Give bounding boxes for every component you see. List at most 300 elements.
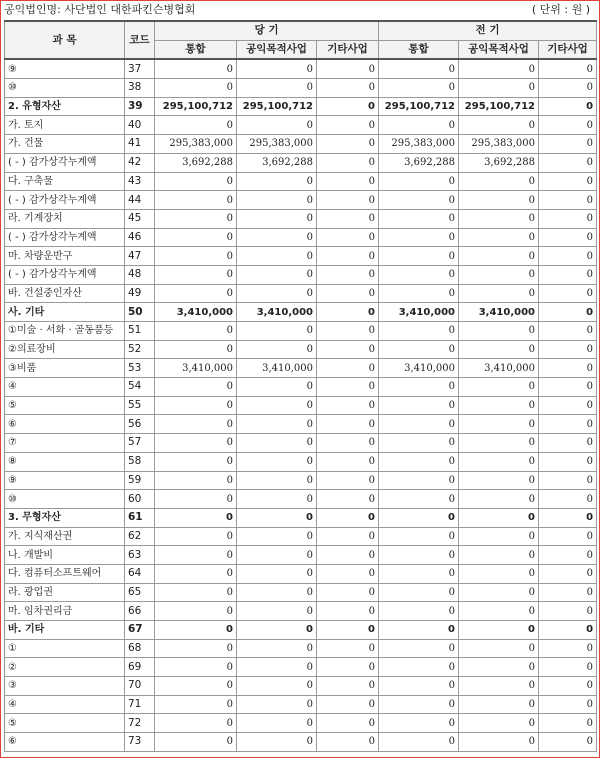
prior-total-value: 0 <box>379 284 459 303</box>
current-public-value: 295,383,000 <box>237 135 317 154</box>
prior-public-value: 0 <box>459 415 539 434</box>
row-subject: ②의료장비 <box>5 340 125 359</box>
current-total-value: 0 <box>155 209 237 228</box>
current-total-value: 0 <box>155 564 237 583</box>
row-code: 71 <box>125 695 155 714</box>
prior-other-value: 0 <box>539 135 597 154</box>
current-total-value: 3,410,000 <box>155 303 237 322</box>
table-row <box>5 677 597 696</box>
row-subject: ① <box>5 639 125 658</box>
current-total-value: 0 <box>155 714 237 733</box>
prior-public-value: 0 <box>459 396 539 415</box>
current-other-value: 0 <box>317 471 379 490</box>
prior-public-value: 0 <box>459 733 539 752</box>
row-subject: 마. 차량운반구 <box>5 247 125 266</box>
table-row <box>5 303 597 322</box>
current-total-value: 3,410,000 <box>155 359 237 378</box>
table-row <box>5 79 597 98</box>
row-subject: ② <box>5 658 125 677</box>
current-public-value: 0 <box>237 378 317 397</box>
prior-public-value: 0 <box>459 434 539 453</box>
row-code: 65 <box>125 583 155 602</box>
prior-total-value: 0 <box>379 508 459 527</box>
prior-public-value: 0 <box>459 191 539 210</box>
current-public-value: 0 <box>237 695 317 714</box>
prior-public-value: 0 <box>459 583 539 602</box>
current-other-value: 0 <box>317 396 379 415</box>
table-row <box>5 546 597 565</box>
prior-public-value: 295,100,712 <box>459 97 539 116</box>
current-public-value: 0 <box>237 191 317 210</box>
table-row <box>5 135 597 154</box>
current-public-value: 0 <box>237 639 317 658</box>
prior-other-value: 0 <box>539 265 597 284</box>
row-code: 58 <box>125 452 155 471</box>
current-other-value: 0 <box>317 602 379 621</box>
prior-public-value: 295,383,000 <box>459 135 539 154</box>
current-other-header: 기타사업 <box>317 40 379 59</box>
prior-public-value: 3,410,000 <box>459 359 539 378</box>
current-public-value: 0 <box>237 621 317 640</box>
row-code: 43 <box>125 172 155 191</box>
current-other-value: 0 <box>317 135 379 154</box>
current-other-value: 0 <box>317 191 379 210</box>
current-public-value: 0 <box>237 733 317 752</box>
current-other-value: 0 <box>317 564 379 583</box>
current-public-value: 0 <box>237 396 317 415</box>
prior-other-value: 0 <box>539 59 597 78</box>
table-row <box>5 191 597 210</box>
current-other-value: 0 <box>317 322 379 341</box>
row-subject: ⑨ <box>5 59 125 78</box>
row-code: 73 <box>125 733 155 752</box>
prior-total-value: 0 <box>379 639 459 658</box>
current-other-value: 0 <box>317 527 379 546</box>
current-total-value: 0 <box>155 639 237 658</box>
current-public-value: 0 <box>237 434 317 453</box>
row-subject: 라. 기계장치 <box>5 209 125 228</box>
current-total-value: 295,100,712 <box>155 97 237 116</box>
current-total-value: 0 <box>155 434 237 453</box>
prior-other-value: 0 <box>539 658 597 677</box>
row-code: 38 <box>125 79 155 98</box>
current-total-value: 0 <box>155 59 237 78</box>
current-other-value: 0 <box>317 79 379 98</box>
row-code: 54 <box>125 378 155 397</box>
row-subject: ③비품 <box>5 359 125 378</box>
current-public-value: 0 <box>237 59 317 78</box>
prior-public-value: 0 <box>459 452 539 471</box>
prior-other-value: 0 <box>539 546 597 565</box>
current-public-value: 0 <box>237 714 317 733</box>
prior-other-value: 0 <box>539 340 597 359</box>
row-code: 37 <box>125 59 155 78</box>
prior-total-value: 0 <box>379 434 459 453</box>
row-code: 72 <box>125 714 155 733</box>
prior-other-value: 0 <box>539 191 597 210</box>
prior-other-value: 0 <box>539 714 597 733</box>
prior-public-value: 0 <box>459 284 539 303</box>
prior-other-value: 0 <box>539 303 597 322</box>
current-total-value: 0 <box>155 79 237 98</box>
current-other-value: 0 <box>317 378 379 397</box>
prior-public-header: 공익목적사업 <box>459 40 539 59</box>
row-subject: 다. 구축물 <box>5 172 125 191</box>
row-subject: 사. 기타 <box>5 303 125 322</box>
prior-total-value: 0 <box>379 695 459 714</box>
prior-total-value: 0 <box>379 527 459 546</box>
current-public-value: 3,692,288 <box>237 153 317 172</box>
current-total-value: 0 <box>155 677 237 696</box>
current-other-value: 0 <box>317 546 379 565</box>
current-other-value: 0 <box>317 714 379 733</box>
current-public-value: 0 <box>237 322 317 341</box>
prior-total-value: 0 <box>379 228 459 247</box>
prior-other-value: 0 <box>539 677 597 696</box>
prior-period-header: 전 기 <box>379 21 597 40</box>
current-total-value: 0 <box>155 583 237 602</box>
prior-other-value: 0 <box>539 434 597 453</box>
current-public-value: 0 <box>237 564 317 583</box>
row-code: 44 <box>125 191 155 210</box>
current-other-value: 0 <box>317 658 379 677</box>
current-total-value: 0 <box>155 396 237 415</box>
prior-public-value: 0 <box>459 695 539 714</box>
current-other-value: 0 <box>317 153 379 172</box>
current-other-value: 0 <box>317 340 379 359</box>
current-public-value: 0 <box>237 265 317 284</box>
current-total-value: 0 <box>155 340 237 359</box>
row-subject: ①미술 · 서화 · 골동품등 <box>5 322 125 341</box>
row-subject: ( - ) 감가상각누계액 <box>5 228 125 247</box>
current-other-value: 0 <box>317 434 379 453</box>
row-code: 47 <box>125 247 155 266</box>
table-body <box>5 59 597 751</box>
prior-total-value: 0 <box>379 322 459 341</box>
row-subject: ⑩ <box>5 490 125 509</box>
current-total-value: 0 <box>155 247 237 266</box>
prior-public-value: 0 <box>459 247 539 266</box>
table-row <box>5 378 597 397</box>
prior-total-value: 0 <box>379 247 459 266</box>
current-public-value: 0 <box>237 247 317 266</box>
table-row <box>5 209 597 228</box>
row-subject: 2. 유형자산 <box>5 97 125 116</box>
current-public-value: 0 <box>237 228 317 247</box>
prior-total-value: 3,692,288 <box>379 153 459 172</box>
current-other-value: 0 <box>317 116 379 135</box>
current-public-value: 0 <box>237 583 317 602</box>
table-row <box>5 284 597 303</box>
current-public-value: 0 <box>237 490 317 509</box>
prior-other-value: 0 <box>539 284 597 303</box>
prior-total-value: 0 <box>379 340 459 359</box>
current-total-value: 0 <box>155 284 237 303</box>
current-total-header: 통합 <box>155 40 237 59</box>
current-other-value: 0 <box>317 621 379 640</box>
prior-total-value: 0 <box>379 378 459 397</box>
current-other-value: 0 <box>317 583 379 602</box>
prior-total-value: 295,100,712 <box>379 97 459 116</box>
row-subject: ⑥ <box>5 733 125 752</box>
prior-total-value: 0 <box>379 677 459 696</box>
row-code: 41 <box>125 135 155 154</box>
row-code: 68 <box>125 639 155 658</box>
row-code: 40 <box>125 116 155 135</box>
current-public-value: 0 <box>237 340 317 359</box>
prior-total-value: 0 <box>379 172 459 191</box>
table-row <box>5 340 597 359</box>
current-other-value: 0 <box>317 639 379 658</box>
row-subject: ⑦ <box>5 434 125 453</box>
row-subject: 마. 임차권리금 <box>5 602 125 621</box>
row-subject: ⑤ <box>5 714 125 733</box>
prior-public-value: 0 <box>459 172 539 191</box>
prior-other-value: 0 <box>539 583 597 602</box>
document-header <box>4 1 594 18</box>
current-public-value: 0 <box>237 546 317 565</box>
prior-other-value: 0 <box>539 452 597 471</box>
prior-total-value: 0 <box>379 452 459 471</box>
prior-other-value: 0 <box>539 602 597 621</box>
current-total-value: 0 <box>155 695 237 714</box>
prior-total-value: 0 <box>379 658 459 677</box>
prior-other-value: 0 <box>539 564 597 583</box>
current-other-value: 0 <box>317 677 379 696</box>
current-public-value: 0 <box>237 602 317 621</box>
row-code: 52 <box>125 340 155 359</box>
table-row <box>5 153 597 172</box>
current-other-value: 0 <box>317 228 379 247</box>
table-row <box>5 508 597 527</box>
row-code: 63 <box>125 546 155 565</box>
prior-public-value: 0 <box>459 340 539 359</box>
current-other-value: 0 <box>317 359 379 378</box>
prior-total-value: 0 <box>379 396 459 415</box>
prior-other-value: 0 <box>539 247 597 266</box>
row-code: 45 <box>125 209 155 228</box>
current-public-value: 3,410,000 <box>237 303 317 322</box>
current-total-value: 0 <box>155 191 237 210</box>
prior-other-value: 0 <box>539 116 597 135</box>
subject-header: 과 목 <box>5 21 125 59</box>
table-row <box>5 172 597 191</box>
prior-total-value: 3,410,000 <box>379 359 459 378</box>
current-total-value: 0 <box>155 546 237 565</box>
row-subject: ⑨ <box>5 471 125 490</box>
row-code: 42 <box>125 153 155 172</box>
prior-other-value: 0 <box>539 695 597 714</box>
prior-total-value: 0 <box>379 209 459 228</box>
row-subject: 바. 건설중인자산 <box>5 284 125 303</box>
row-subject: 가. 지식재산권 <box>5 527 125 546</box>
table-row <box>5 583 597 602</box>
current-public-value: 295,100,712 <box>237 97 317 116</box>
code-header: 코드 <box>125 21 155 59</box>
table-row <box>5 434 597 453</box>
prior-public-value: 0 <box>459 490 539 509</box>
prior-public-value: 0 <box>459 658 539 677</box>
current-public-value: 0 <box>237 284 317 303</box>
current-total-value: 0 <box>155 602 237 621</box>
table-row <box>5 396 597 415</box>
table-row <box>5 228 597 247</box>
table-row <box>5 658 597 677</box>
table-row <box>5 359 597 378</box>
current-total-value: 0 <box>155 733 237 752</box>
current-total-value: 0 <box>155 228 237 247</box>
row-code: 57 <box>125 434 155 453</box>
row-code: 55 <box>125 396 155 415</box>
table-row <box>5 490 597 509</box>
current-other-value: 0 <box>317 97 379 116</box>
table-row <box>5 59 597 78</box>
prior-total-value: 0 <box>379 59 459 78</box>
prior-public-value: 0 <box>459 265 539 284</box>
table-row <box>5 415 597 434</box>
table-row <box>5 116 597 135</box>
row-subject: ⑩ <box>5 79 125 98</box>
prior-other-value: 0 <box>539 527 597 546</box>
current-total-value: 0 <box>155 172 237 191</box>
prior-public-value: 0 <box>459 209 539 228</box>
prior-total-value: 0 <box>379 714 459 733</box>
row-code: 49 <box>125 284 155 303</box>
current-public-value: 0 <box>237 116 317 135</box>
row-code: 48 <box>125 265 155 284</box>
current-total-value: 0 <box>155 527 237 546</box>
table-row <box>5 265 597 284</box>
current-other-value: 0 <box>317 733 379 752</box>
row-subject: ③ <box>5 677 125 696</box>
balance-sheet-table <box>4 20 597 752</box>
current-public-value: 0 <box>237 471 317 490</box>
table-row <box>5 247 597 266</box>
table-row <box>5 97 597 116</box>
row-code: 62 <box>125 527 155 546</box>
prior-other-value: 0 <box>539 209 597 228</box>
current-public-value: 0 <box>237 452 317 471</box>
row-code: 53 <box>125 359 155 378</box>
current-period-header: 당 기 <box>155 21 379 40</box>
prior-other-value: 0 <box>539 359 597 378</box>
row-code: 56 <box>125 415 155 434</box>
current-total-value: 0 <box>155 322 237 341</box>
row-code: 67 <box>125 621 155 640</box>
prior-total-value: 0 <box>379 564 459 583</box>
table-row <box>5 621 597 640</box>
row-code: 61 <box>125 508 155 527</box>
current-public-value: 0 <box>237 658 317 677</box>
current-public-value: 0 <box>237 172 317 191</box>
row-code: 46 <box>125 228 155 247</box>
prior-public-value: 0 <box>459 59 539 78</box>
prior-public-value: 0 <box>459 471 539 490</box>
organization-name: 공익법인명: 사단법인 대한파킨슨병협회 <box>4 3 196 16</box>
current-total-value: 0 <box>155 116 237 135</box>
row-subject: 라. 광업권 <box>5 583 125 602</box>
row-subject: ( - ) 감가상각누계액 <box>5 153 125 172</box>
current-public-value: 0 <box>237 527 317 546</box>
table-row <box>5 527 597 546</box>
row-code: 60 <box>125 490 155 509</box>
prior-total-value: 0 <box>379 79 459 98</box>
prior-total-value: 0 <box>379 471 459 490</box>
prior-total-header: 통합 <box>379 40 459 59</box>
prior-public-value: 0 <box>459 639 539 658</box>
prior-other-value: 0 <box>539 79 597 98</box>
table-row <box>5 564 597 583</box>
row-subject: 나. 개발비 <box>5 546 125 565</box>
table-row <box>5 322 597 341</box>
current-public-value: 0 <box>237 209 317 228</box>
prior-public-value: 3,692,288 <box>459 153 539 172</box>
prior-public-value: 0 <box>459 378 539 397</box>
table-row <box>5 452 597 471</box>
current-public-value: 0 <box>237 415 317 434</box>
prior-other-value: 0 <box>539 415 597 434</box>
current-public-value: 0 <box>237 677 317 696</box>
current-total-value: 0 <box>155 490 237 509</box>
prior-public-value: 0 <box>459 677 539 696</box>
prior-public-value: 0 <box>459 602 539 621</box>
prior-other-value: 0 <box>539 490 597 509</box>
row-code: 70 <box>125 677 155 696</box>
current-other-value: 0 <box>317 490 379 509</box>
row-subject: ⑤ <box>5 396 125 415</box>
current-total-value: 0 <box>155 265 237 284</box>
row-subject: 가. 토지 <box>5 116 125 135</box>
table-row <box>5 639 597 658</box>
current-other-value: 0 <box>317 695 379 714</box>
prior-total-value: 0 <box>379 733 459 752</box>
current-other-value: 0 <box>317 415 379 434</box>
row-subject: ( - ) 감가상각누계액 <box>5 191 125 210</box>
current-total-value: 295,383,000 <box>155 135 237 154</box>
current-other-value: 0 <box>317 172 379 191</box>
prior-total-value: 0 <box>379 490 459 509</box>
current-other-value: 0 <box>317 508 379 527</box>
unit-label: ( 단위 : 원 ) <box>531 3 590 16</box>
current-other-value: 0 <box>317 209 379 228</box>
current-total-value: 0 <box>155 452 237 471</box>
current-total-value: 0 <box>155 621 237 640</box>
current-total-value: 3,692,288 <box>155 153 237 172</box>
row-code: 59 <box>125 471 155 490</box>
row-code: 50 <box>125 303 155 322</box>
prior-total-value: 0 <box>379 621 459 640</box>
current-total-value: 0 <box>155 378 237 397</box>
row-subject: 3. 무형자산 <box>5 508 125 527</box>
table-row <box>5 733 597 752</box>
row-code: 39 <box>125 97 155 116</box>
prior-other-value: 0 <box>539 639 597 658</box>
table-row <box>5 714 597 733</box>
prior-other-value: 0 <box>539 172 597 191</box>
prior-other-value: 0 <box>539 396 597 415</box>
table-row <box>5 471 597 490</box>
prior-total-value: 0 <box>379 546 459 565</box>
prior-public-value: 0 <box>459 621 539 640</box>
row-subject: ( - ) 감가상각누계액 <box>5 265 125 284</box>
prior-total-value: 0 <box>379 602 459 621</box>
prior-total-value: 0 <box>379 191 459 210</box>
prior-other-value: 0 <box>539 733 597 752</box>
prior-total-value: 0 <box>379 583 459 602</box>
table-row <box>5 695 597 714</box>
prior-total-value: 3,410,000 <box>379 303 459 322</box>
prior-public-value: 0 <box>459 116 539 135</box>
